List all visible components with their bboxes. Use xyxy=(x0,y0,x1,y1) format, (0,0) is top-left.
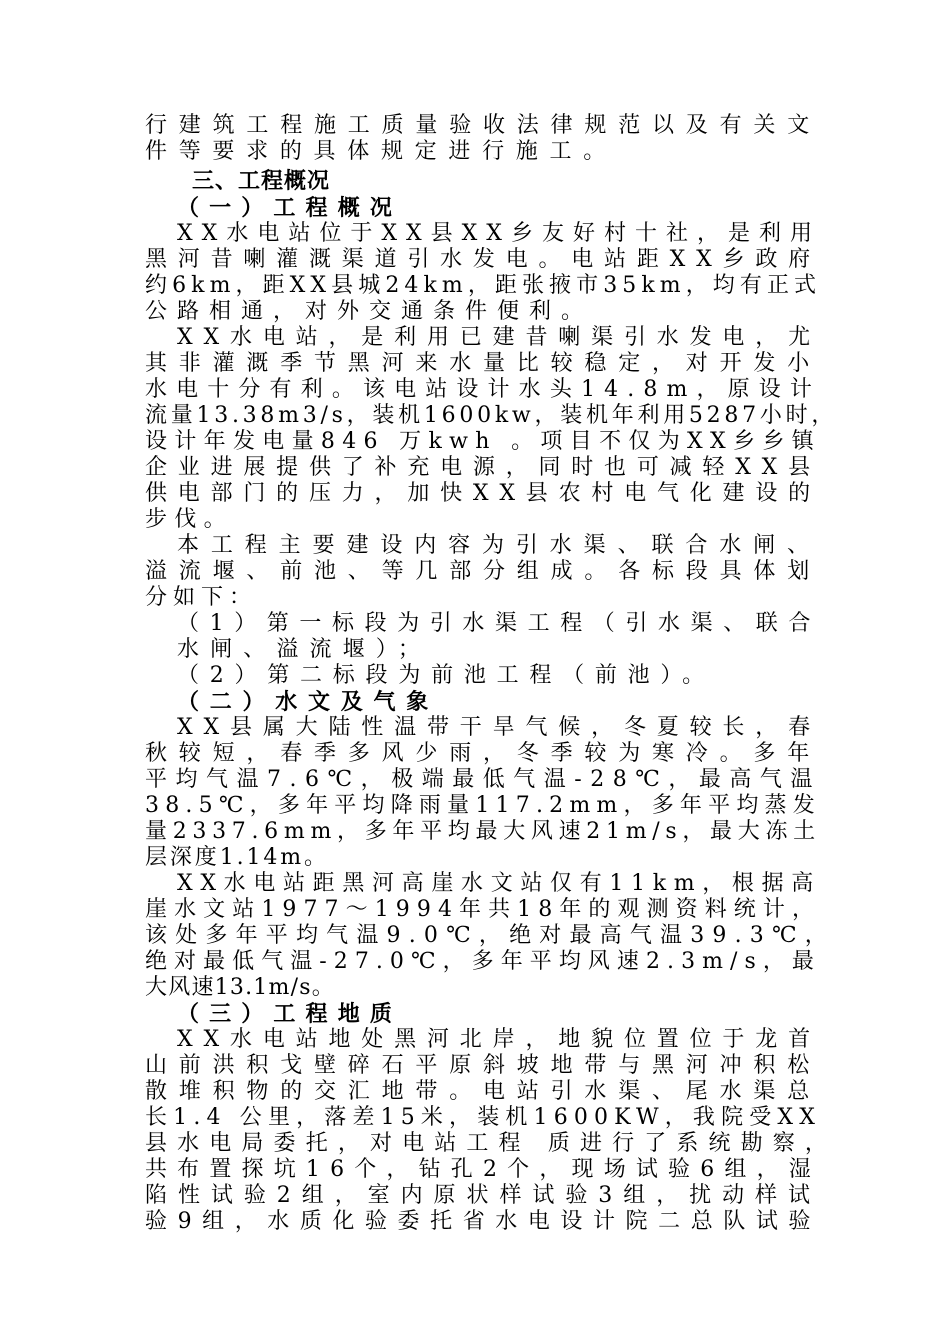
body-text-line: XX水电站位于XX县XX乡友好村十社，是利用 xyxy=(177,221,821,246)
body-text-line: 秋较短，春季多风少雨，冬季较为寒冷。多年 xyxy=(145,741,822,766)
body-text-line: 黑河昔喇灌溉渠道引水发电。电站距XX乡政府 xyxy=(145,247,821,272)
body-text-line: 其非灌溉季节黑河来水量比较稳定，对开发小 xyxy=(145,351,822,376)
body-text-line: 企业进展提供了补充电源，同时也可减轻XX县 xyxy=(145,455,821,480)
body-text-line: （2）第二标段为前池工程（前池）。 xyxy=(177,663,715,688)
body-text-line: 本工程主要建设内容为引水渠、联合水闸、 xyxy=(177,533,821,558)
body-text-line: 平均气温7.6℃，极端最低气温-28℃，最高气温 xyxy=(145,767,821,792)
body-text-line: 验9组，水质化验委托省水电设计院二总队试验 xyxy=(145,1209,821,1234)
body-text-line: 绝对最低气温-27.0℃，多年平均风速2.3m/s，最 xyxy=(145,949,821,974)
body-text-line: XX水电站，是利用已建昔喇渠引水发电，尤 xyxy=(177,325,821,350)
body-text-line: 长1.4 公里，落差15米，装机1600KW，我院受XX xyxy=(145,1105,822,1130)
section-heading: （一）工程概况 xyxy=(177,195,402,221)
body-text-line: 层深度1.14m。 xyxy=(145,845,329,870)
body-text-line: 件等要求的具体规定进行施工。 xyxy=(145,139,617,164)
body-text-line: 分如下： xyxy=(145,585,258,610)
body-text-line: 38.5℃，多年平均降雨量117.2mm，多年平均蒸发 xyxy=(145,793,821,818)
body-text-line: 公路相通，对外交通条件便利。 xyxy=(145,299,594,324)
body-text-line: 散堆积物的交汇地带。电站引水渠、尾水渠总 xyxy=(145,1079,822,1104)
body-text-line: 陷性试验2组，室内原状样试验3组，扰动样试 xyxy=(145,1183,821,1208)
body-text-line: 大风速13.1m/s。 xyxy=(145,975,335,1000)
body-text-line: 崖水文站1977～1994年共18年的观测资料统计， xyxy=(145,897,822,922)
body-text-line: 量2337.6mm，多年平均最大风速21m/s，最大冻土 xyxy=(145,819,821,844)
body-text-line: 共布置探坑16个，钻孔2个，现场试验6组，湿 xyxy=(145,1157,821,1182)
body-text-line: 溢流堰、前池、等几部分组成。各标段具体划 xyxy=(145,559,822,584)
body-text-line: 约6km，距XX县城24km，距张掖市35km，均有正式 xyxy=(145,273,822,298)
body-text-line: （1）第一标段为引水渠工程（引水渠、联合 xyxy=(177,611,821,636)
body-text-line: 水电十分有利。该电站设计水头14.8m，原设计 xyxy=(145,377,822,402)
section-heading: 三、工程概况 xyxy=(192,168,331,194)
body-text-line: 设计年发电量846 万kwh 。项目不仅为XX乡乡镇 xyxy=(145,429,821,454)
body-text-line: XX县属大陆性温带干旱气候，冬夏较长，春 xyxy=(177,715,821,740)
body-text-line: 供电部门的压力，加快XX县农村电气化建设的 xyxy=(145,481,821,506)
body-text-line: 流量13.38m3/s，装机1600kw，装机年利用5287小时， xyxy=(145,403,838,428)
body-text-line: 步伐。 xyxy=(145,507,233,532)
section-heading: （三）工程地质 xyxy=(177,1001,402,1027)
body-text-line: 行建筑工程施工质量验收法律规范以及有关文 xyxy=(145,113,822,138)
body-text-line: 县水电局委托，对电站工程 质进行了系统勘察， xyxy=(145,1131,838,1156)
body-text-line: 山前洪积戈壁碎石平原斜坡地带与黑河冲积松 xyxy=(145,1053,822,1078)
section-heading: （二）水文及气象 xyxy=(177,689,440,715)
body-text-line: 水闸、溢流堰）； xyxy=(177,637,431,662)
body-text-line: XX水电站距黑河高崖水文站仅有11km，根据高 xyxy=(177,871,821,896)
body-text-line: XX水电站地处黑河北岸，地貌位置位于龙首 xyxy=(177,1027,821,1052)
body-text-line: 该处多年平均气温9.0℃，绝对最高气温39.3℃， xyxy=(145,923,835,948)
